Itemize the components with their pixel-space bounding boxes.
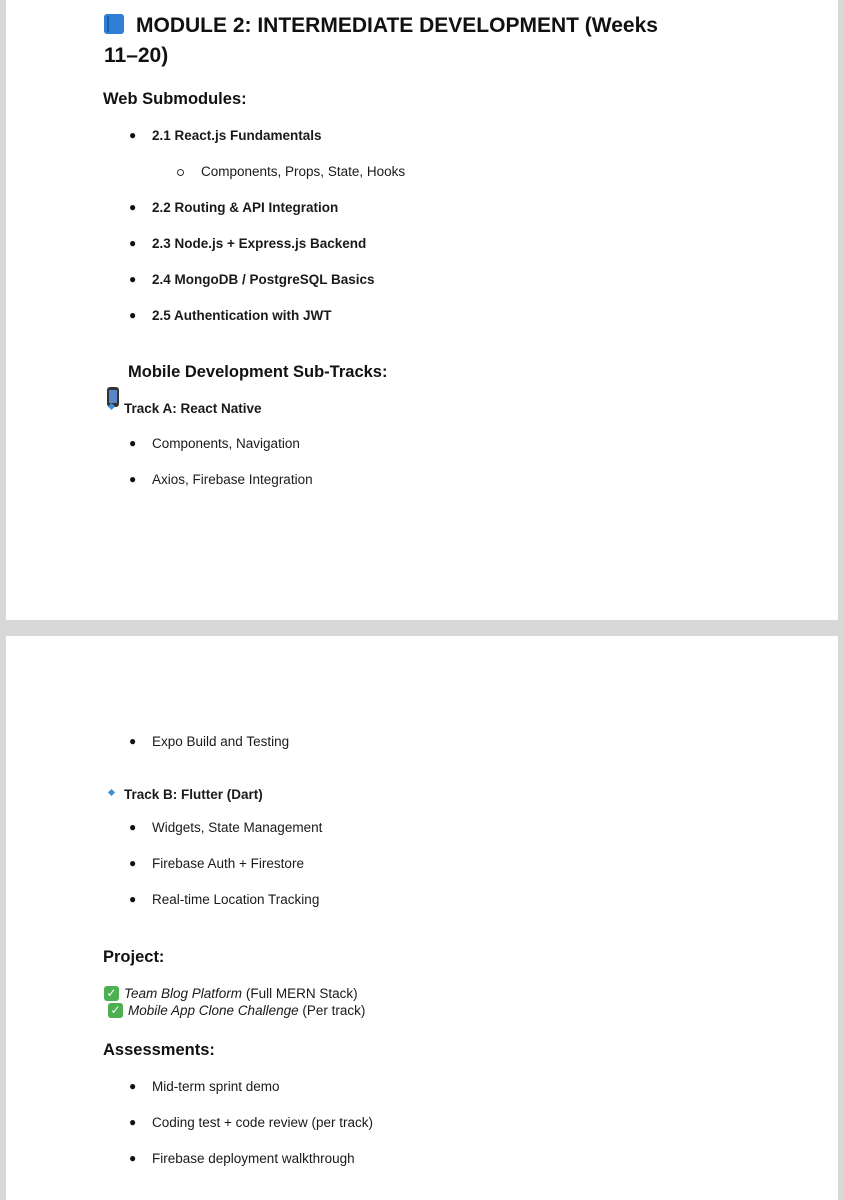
bullet: ● — [129, 472, 137, 486]
bullet: ● — [129, 1115, 137, 1129]
bullet: ● — [129, 200, 137, 214]
project-name: Mobile App Clone Challenge — [128, 1003, 299, 1018]
project-detail: (Per track) — [302, 1003, 366, 1018]
list-item: 2.5 Authentication with JWT — [152, 308, 332, 323]
module-title-line1: MODULE 2: INTERMEDIATE DEVELOPMENT (Weeks — [136, 14, 658, 37]
list-item: Components, Navigation — [152, 436, 300, 451]
bullet: ● — [129, 272, 137, 286]
list-item: Firebase Auth + Firestore — [152, 856, 304, 871]
document-page-2 — [6, 636, 838, 1200]
document-page-1 — [6, 0, 838, 620]
bullet: ● — [129, 436, 137, 450]
sub-bullet — [177, 169, 184, 176]
bullet: ● — [129, 128, 137, 142]
bullet: ● — [129, 820, 137, 834]
list-item: 2.4 MongoDB / PostgreSQL Basics — [152, 272, 375, 287]
project-item — [128, 1003, 365, 1018]
project-item — [124, 986, 358, 1001]
check-mark-icon: ✓ — [104, 986, 119, 1001]
bullet: ● — [129, 1151, 137, 1165]
module-title-line2: 11–20) — [104, 44, 169, 67]
list-item: Firebase deployment walkthrough — [152, 1151, 355, 1166]
bullet: ● — [129, 856, 137, 870]
track-b-title: Track B: Flutter (Dart) — [124, 787, 263, 802]
bullet: ● — [129, 734, 137, 748]
list-item: Mid-term sprint demo — [152, 1079, 280, 1094]
project-name: Team Blog Platform — [124, 986, 243, 1001]
bullet: ● — [129, 1079, 137, 1093]
list-item: Widgets, State Management — [152, 820, 323, 835]
blue-book-icon — [104, 14, 124, 34]
track-a-title: Track A: React Native — [124, 401, 262, 416]
list-item: Expo Build and Testing — [152, 734, 290, 749]
project-heading: Project: — [103, 948, 165, 966]
list-item: 2.1 React.js Fundamentals — [152, 128, 322, 143]
blue-diamond-icon — [108, 789, 115, 796]
bullet: ● — [129, 308, 137, 322]
bullet: ● — [129, 236, 137, 250]
list-item: Real-time Location Tracking — [152, 892, 320, 907]
assessments-heading: Assessments: — [103, 1041, 215, 1059]
project-detail: (Full MERN Stack) — [245, 986, 358, 1001]
list-item: 2.2 Routing & API Integration — [152, 200, 339, 215]
bullet: ● — [129, 892, 137, 906]
list-item: Coding test + code review (per track) — [152, 1115, 373, 1130]
list-item: 2.3 Node.js + Express.js Backend — [152, 236, 367, 251]
mobile-heading: Mobile Development Sub-Tracks: — [128, 363, 388, 381]
web-submodules-heading: Web Submodules: — [103, 90, 247, 108]
list-subitem: Components, Props, State, Hooks — [201, 164, 406, 179]
check-mark-icon: ✓ — [108, 1003, 123, 1018]
list-item: Axios, Firebase Integration — [152, 472, 313, 487]
